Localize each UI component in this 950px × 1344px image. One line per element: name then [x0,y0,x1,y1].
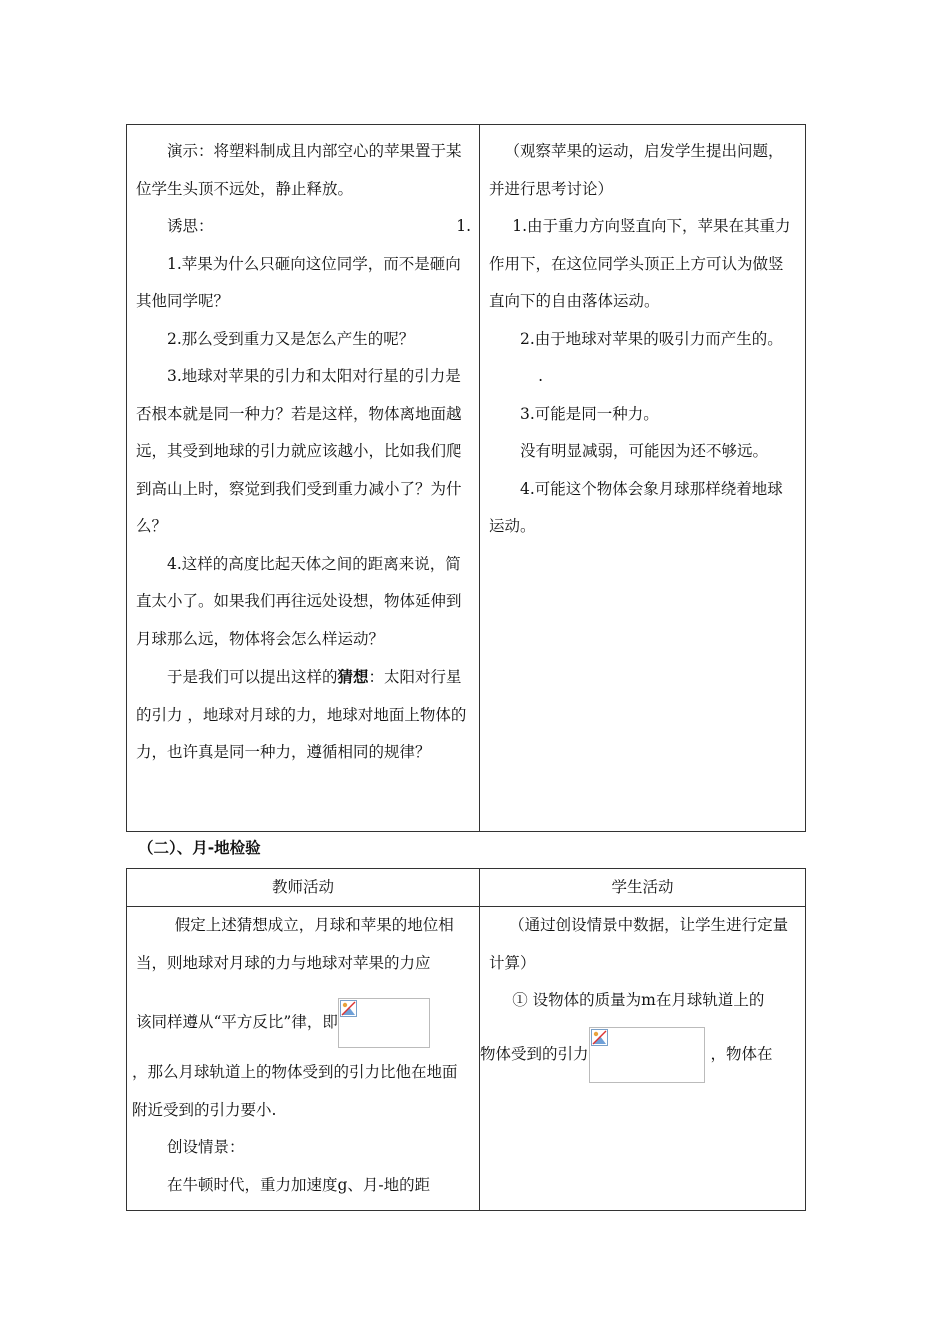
activity-table-2 [126,868,806,1211]
question-2: 2.那么受到重力又是怎么产生的呢？ [167,329,415,348]
gravity-line: 物体受到的引力 ，物体在 [480,1026,797,1083]
teacher-column [127,125,480,832]
question-1: 1.苹果为什么只砸向这位同学，而不是砸向其他同学呢？ [136,254,461,310]
header-student: 学生活动 [480,869,806,907]
formula-image [338,998,430,1048]
broken-image-icon [340,1000,357,1017]
calc-intro: （通过创设情景中数据，让学生进行定量计算） [489,916,789,972]
conjecture-paragraph: 于是我们可以提出这样的猜想：太阳对行星的引力 ，地球对月球的力，地球对地面上物体的力，也许真是同一种力，遵循相同的规律？ [136,667,467,761]
section-title: （二）、月-地检验 [138,839,261,857]
induce-line: 诱思： 1. [167,217,471,235]
student-column [480,125,806,832]
gravity-formula-image [589,1027,705,1083]
smaller-force-paragraph: ，那么月球轨道上的物体受到的引力比他在地面附近受到的引力要小. [132,1063,458,1119]
scenario-label: 创设情景： [167,1138,245,1156]
inverse-square-line: 该同样遵从“平方反比”律，即 [136,996,471,1048]
question-4: 4.这样的高度比起天体之间的距离来说，简直太小了。如果我们再往远处设想，物体延伸到月球那么远，物体将会怎么样运动？ [136,554,462,648]
student-column-2 [480,907,806,1211]
answer-2: 2.由于地球对苹果的吸引力而产生的。. [520,329,783,385]
answer-3-note: 没有明显减弱，可能因为还不够远。 [520,442,769,460]
observe-paragraph: （观察苹果的运动，启发学生提出问题，并进行思考讨论） [489,142,784,198]
question-3: 3.地球对苹果的引力和太阳对行星的引力是否根本就是同一种力？若是这样，物体离地面越远，其受到地球的引力就应该越小，比如我们爬到高山上时，察觉到我们受到重力减小了？为什么？ [136,367,462,535]
calc-step-1: ① 设物体的质量为m在月球轨道上的 [512,991,765,1009]
conjecture-keyword: 猜想 [337,667,369,686]
answer-3: 3.可能是同一种力。 [520,404,659,423]
header-teacher: 教师活动 [127,869,480,907]
answer-1: 1.由于重力方向竖直向下，苹果在其重力作用下，在这位同学头顶正上方可认为做竖直向下的自由落体运动。 [489,217,791,310]
hypothesis-paragraph: 假定上述猜想成立，月球和苹果的地位相当，则地球对月球的力与地球对苹果的力应 [136,916,454,972]
activity-table-1 [126,124,806,832]
answer-4: 4.可能这个物体会象月球那样绕着地球运动。 [489,479,783,535]
broken-image-icon [591,1029,608,1046]
teacher-column-2 [127,907,480,1211]
scenario-text: 在牛顿时代，重力加速度g、月-地的距 [167,1175,431,1194]
demo-paragraph: 演示：将塑料制成且内部空心的苹果置于某位学生头顶不远处，静止释放。 [136,142,462,198]
